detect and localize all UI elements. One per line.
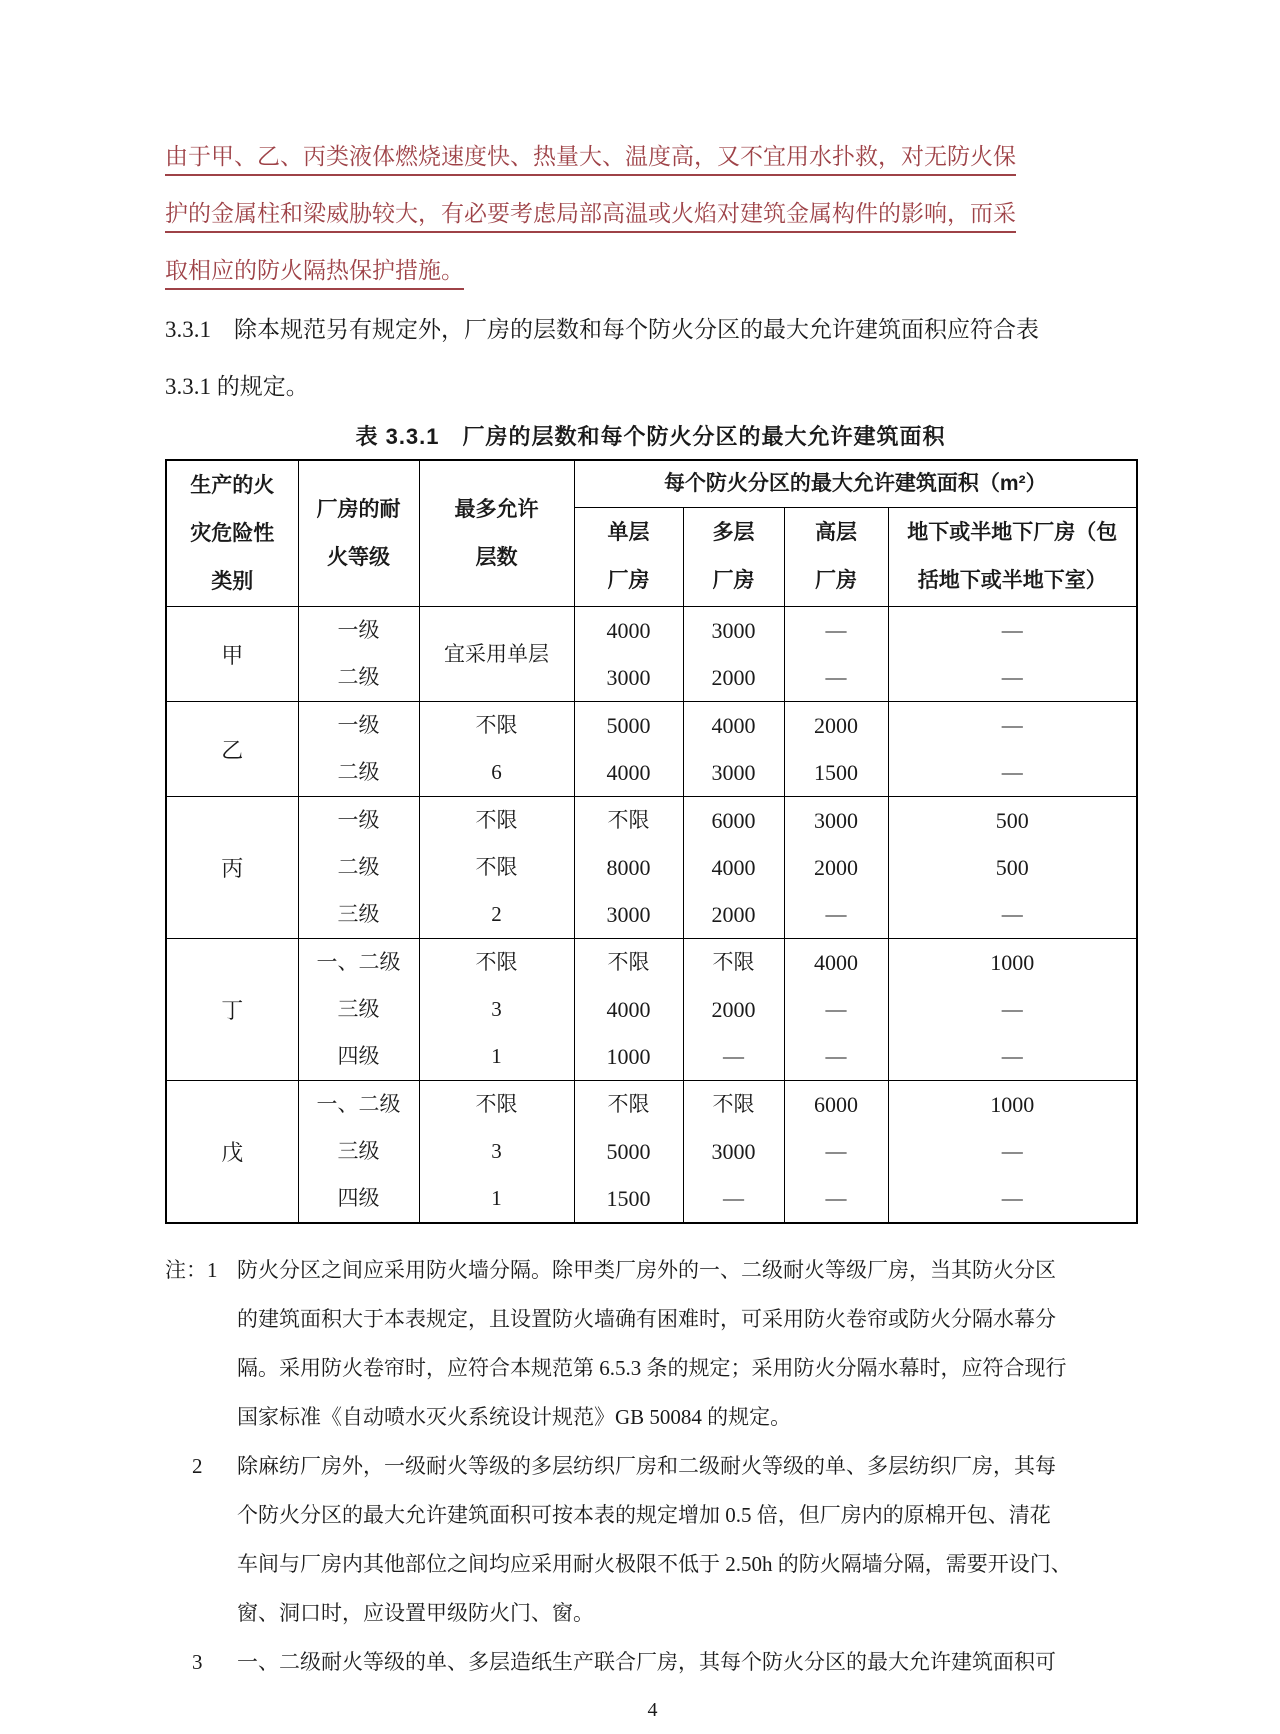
cell-value: — bbox=[1001, 1139, 1023, 1163]
cell-value: 3000 bbox=[606, 902, 651, 927]
cell-category: 乙 bbox=[166, 702, 298, 797]
cell-under bbox=[888, 702, 1137, 797]
cell-value: — bbox=[723, 1186, 744, 1210]
cell-value: — bbox=[1001, 902, 1023, 926]
header-high-rise-line: 高层 bbox=[815, 521, 857, 544]
cell-value: 不限 bbox=[475, 855, 518, 879]
table-notes bbox=[165, 1246, 1072, 1687]
table-group-bing bbox=[166, 797, 1137, 939]
cell-multi bbox=[683, 797, 784, 939]
note-2-label: 2 bbox=[192, 1454, 203, 1478]
header-max-floors-line: 最多允许 bbox=[454, 497, 539, 521]
cell-value: — bbox=[825, 902, 847, 926]
note-2 bbox=[165, 1442, 1072, 1638]
cell-single bbox=[574, 797, 683, 939]
cell-under bbox=[888, 1081, 1137, 1224]
table-header-row-1 bbox=[166, 460, 1137, 508]
cell-value: 不限 bbox=[475, 1092, 518, 1116]
cell-value: 3000 bbox=[711, 1139, 756, 1164]
table-title: 表 3.3.1 厂房的层数和每个防火分区的最大允许建筑面积 bbox=[355, 424, 946, 449]
cell-multi bbox=[683, 607, 784, 702]
cell-value: 不限 bbox=[607, 1092, 650, 1116]
header-single-storey-line: 单层 bbox=[607, 521, 650, 544]
cell-rating bbox=[298, 702, 419, 797]
cell-value: 一、二级 bbox=[316, 1092, 401, 1116]
cell-value: — bbox=[825, 665, 847, 689]
cell-rating bbox=[298, 939, 419, 1081]
cell-rating bbox=[298, 607, 419, 702]
note-3-label: 3 bbox=[192, 1650, 203, 1674]
cell-value: 不限 bbox=[475, 950, 518, 974]
cell-value: — bbox=[825, 1044, 847, 1068]
cell-value: 不限 bbox=[712, 1092, 755, 1116]
red-annotation-paragraph bbox=[165, 128, 1040, 299]
cell-rating bbox=[298, 797, 419, 939]
cell-single bbox=[574, 939, 683, 1081]
cell-value: — bbox=[723, 1044, 744, 1068]
header-high-rise-line: 厂房 bbox=[815, 569, 857, 592]
cell-value: 二级 bbox=[337, 665, 380, 689]
cell-value: 三级 bbox=[337, 902, 380, 926]
red-annotation-text: 由于甲、乙、丙类液体燃烧速度快、热量大、温度高，又不宜用水扑救，对无防火保 bbox=[165, 144, 1016, 176]
header-multi-storey bbox=[683, 508, 784, 607]
cell-multi bbox=[683, 702, 784, 797]
cell-value: 宜采用单层 bbox=[444, 642, 549, 666]
cell-value: 不限 bbox=[712, 950, 755, 974]
note-line: 国家标准《自动喷水灭火系统设计规范》GB 50084 的规定。 bbox=[237, 1405, 792, 1429]
cell-value: 一、二级 bbox=[316, 950, 401, 974]
header-underground bbox=[888, 508, 1137, 607]
cell-value: 1000 bbox=[606, 1044, 651, 1069]
cell-value: 不限 bbox=[475, 808, 518, 832]
note-line: 的建筑面积大于本表规定，且设置防火墙确有困难时，可采用防火卷帘或防火分隔水幕分 bbox=[237, 1307, 1056, 1331]
cell-value: 三级 bbox=[337, 997, 380, 1021]
cell-value: 四级 bbox=[337, 1044, 380, 1068]
cell-floors bbox=[419, 702, 574, 797]
cell-high bbox=[784, 1081, 888, 1224]
header-multi-storey-line: 厂房 bbox=[712, 569, 755, 592]
cell-floors bbox=[419, 939, 574, 1081]
cell-floors bbox=[419, 607, 574, 702]
cell-value: 二级 bbox=[337, 855, 380, 879]
cell-value: — bbox=[1001, 1186, 1023, 1210]
cell-value: 6000 bbox=[814, 1092, 858, 1117]
cell-value: — bbox=[1001, 1044, 1023, 1068]
cell-value: 8000 bbox=[606, 855, 651, 880]
header-area-span bbox=[574, 460, 1137, 508]
header-single-storey bbox=[574, 508, 683, 607]
note-line: 隔。采用防火卷帘时，应符合本规范第 6.5.3 条的规定；采用防火分隔水幕时，应符合现行 bbox=[237, 1356, 1067, 1380]
note-line: 一、二级耐火等级的单、多层造纸生产联合厂房，其每个防火分区的最大允许建筑面积可 bbox=[237, 1650, 1056, 1674]
cell-value: 不限 bbox=[475, 713, 518, 737]
header-category bbox=[166, 460, 298, 607]
header-underground-line: 括地下或半地下室） bbox=[917, 569, 1107, 592]
cell-single bbox=[574, 702, 683, 797]
cell-high bbox=[784, 607, 888, 702]
cell-value: 500 bbox=[995, 855, 1029, 880]
note-3 bbox=[165, 1638, 1056, 1687]
cell-value: 4000 bbox=[711, 855, 756, 880]
note-line: 窗、洞口时，应设置甲级防火门、窗。 bbox=[237, 1601, 594, 1625]
cell-value: 不限 bbox=[607, 950, 650, 974]
cell-value: 4000 bbox=[606, 618, 651, 643]
cell-value: 2 bbox=[491, 902, 502, 926]
cell-value: 2000 bbox=[814, 713, 858, 738]
cell-value: — bbox=[825, 618, 847, 642]
cell-value: — bbox=[825, 1186, 847, 1210]
cell-single bbox=[574, 1081, 683, 1224]
cell-value: 不限 bbox=[607, 808, 650, 832]
header-max-floors bbox=[419, 460, 574, 607]
cell-value: 1 bbox=[491, 1044, 502, 1068]
cell-value: 三级 bbox=[337, 1139, 380, 1163]
page-number: 4 bbox=[647, 1699, 658, 1721]
cell-value: 2000 bbox=[814, 855, 858, 880]
red-annotation-text: 取相应的防火隔热保护措施。 bbox=[165, 258, 464, 290]
cell-value: 1000 bbox=[990, 950, 1035, 975]
header-underground-line: 地下或半地下厂房（包 bbox=[907, 521, 1118, 544]
cell-value: 4000 bbox=[711, 713, 756, 738]
cell-value: 二级 bbox=[337, 760, 380, 784]
cell-under bbox=[888, 607, 1137, 702]
cell-value: 一级 bbox=[337, 713, 380, 737]
cell-value: 1 bbox=[491, 1186, 502, 1210]
clause-paragraph bbox=[165, 301, 1040, 415]
cell-multi bbox=[683, 939, 784, 1081]
note-line: 车间与厂房内其他部位之间均应采用耐火极限不低于 2.50h 的防火隔墙分隔，需要开设门、 bbox=[237, 1552, 1072, 1576]
note-line: 防火分区之间应采用防火墙分隔。除甲类厂房外的一、二级耐火等级厂房，当其防火分区 bbox=[237, 1258, 1056, 1282]
cell-value: — bbox=[1001, 760, 1023, 784]
cell-value: — bbox=[825, 997, 847, 1021]
cell-value: 1500 bbox=[814, 760, 858, 785]
cell-value: 四级 bbox=[337, 1186, 380, 1210]
factory-area-table bbox=[165, 459, 1138, 1224]
header-fire-rating-line: 厂房的耐 bbox=[316, 497, 401, 521]
cell-single bbox=[574, 607, 683, 702]
cell-high bbox=[784, 702, 888, 797]
red-annotation-line bbox=[165, 185, 1040, 242]
cell-value: — bbox=[1001, 997, 1023, 1021]
cell-category: 丙 bbox=[166, 797, 298, 939]
cell-value: 4000 bbox=[606, 997, 651, 1022]
cell-value: — bbox=[825, 1139, 847, 1163]
cell-floors bbox=[419, 1081, 574, 1224]
note-line: 除麻纺厂房外，一级耐火等级的多层纺织厂房和二级耐火等级的单、多层纺织厂房，其每 bbox=[237, 1454, 1056, 1478]
cell-value: 2000 bbox=[711, 997, 756, 1022]
table-group-ding bbox=[166, 939, 1137, 1081]
cell-high bbox=[784, 939, 888, 1081]
cell-value: 一级 bbox=[337, 618, 380, 642]
cell-value: 4000 bbox=[606, 760, 651, 785]
cell-value: 2000 bbox=[711, 902, 756, 927]
cell-value: 3000 bbox=[711, 760, 756, 785]
cell-value: 5000 bbox=[606, 713, 651, 738]
header-multi-storey-line: 多层 bbox=[712, 521, 755, 544]
cell-value: 3000 bbox=[711, 618, 756, 643]
cell-under bbox=[888, 797, 1137, 939]
header-max-floors-line: 层数 bbox=[475, 545, 518, 569]
cell-value: 3 bbox=[491, 1139, 502, 1163]
cell-multi bbox=[683, 1081, 784, 1224]
red-annotation-text: 护的金属柱和梁威胁较大，有必要考虑局部高温或火焰对建筑金属构件的影响，而采 bbox=[165, 201, 1016, 233]
note-line: 个防火分区的最大允许建筑面积可按本表的规定增加 0.5 倍，但厂房内的原棉开包、清花 bbox=[237, 1503, 1051, 1527]
cell-value: 一级 bbox=[337, 808, 380, 832]
clause-line: 3.3.1 的规定。 bbox=[165, 374, 309, 399]
header-category-line: 灾危险性 bbox=[190, 521, 275, 545]
table-group-wu bbox=[166, 1081, 1137, 1224]
header-single-storey-line: 厂房 bbox=[607, 569, 650, 592]
cell-value: 6 bbox=[491, 760, 502, 784]
cell-value: 3 bbox=[491, 997, 502, 1021]
cell-rating bbox=[298, 1081, 419, 1224]
header-fire-rating bbox=[298, 460, 419, 607]
cell-under bbox=[888, 939, 1137, 1081]
cell-floors bbox=[419, 797, 574, 939]
header-fire-rating-line: 火等级 bbox=[327, 545, 390, 569]
table-section bbox=[165, 421, 1136, 1224]
table-group-yi bbox=[166, 702, 1137, 797]
header-high-rise bbox=[784, 508, 888, 607]
cell-value: 5000 bbox=[606, 1139, 651, 1164]
cell-value: — bbox=[1001, 713, 1023, 737]
header-category-line: 生产的火 bbox=[190, 473, 275, 497]
cell-value: 3000 bbox=[814, 808, 858, 833]
header-area-span-text: 每个防火分区的最大允许建筑面积（m²） bbox=[663, 472, 1047, 495]
header-category-line: 类别 bbox=[211, 569, 254, 593]
cell-value: 1500 bbox=[606, 1186, 651, 1211]
cell-high bbox=[784, 797, 888, 939]
note-1 bbox=[165, 1246, 1067, 1442]
note-1-label: 注：1 bbox=[165, 1258, 218, 1282]
cell-value: 500 bbox=[995, 808, 1029, 833]
clause-line: 3.3.1 除本规范另有规定外，厂房的层数和每个防火分区的最大允许建筑面积应符合表 bbox=[165, 317, 1039, 342]
red-annotation-line bbox=[165, 128, 1040, 185]
cell-value: 4000 bbox=[814, 950, 858, 975]
cell-value: 6000 bbox=[711, 808, 756, 833]
cell-value: 1000 bbox=[990, 1092, 1035, 1117]
cell-value: — bbox=[1001, 665, 1023, 689]
cell-category: 甲 bbox=[166, 607, 298, 702]
cell-category: 丁 bbox=[166, 939, 298, 1081]
table-group-jia bbox=[166, 607, 1137, 702]
red-annotation-line bbox=[165, 242, 1040, 299]
cell-value: — bbox=[1001, 618, 1023, 642]
cell-value: 3000 bbox=[606, 665, 651, 690]
cell-category: 戊 bbox=[166, 1081, 298, 1224]
cell-value: 2000 bbox=[711, 665, 756, 690]
